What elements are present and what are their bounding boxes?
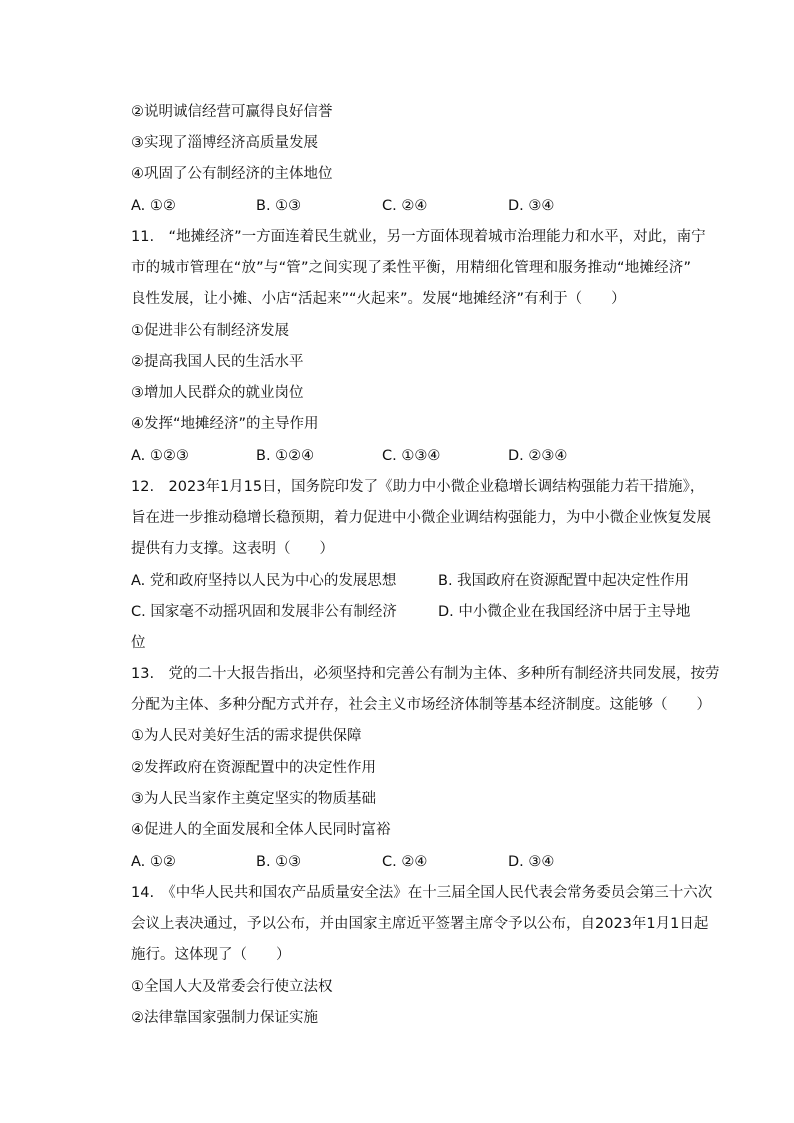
q13-option-c: C. ②④ [382,854,428,870]
q12-option-c: C. 国家毫不动摇巩固和发展非公有制经济 [131,604,397,620]
q13-item-3: ③为人民当家作主奠定坚实的物质基础 [131,791,376,807]
q12-stem-line-1: 12. 2023年1月15日，国务院印发了《助力中小微企业稳增长调结构强能力若干措施》， [131,479,705,495]
q10-option-c: C. ②④ [382,198,428,214]
q11-option-a: A. ①②③ [131,448,189,464]
q12-option-d: D. 中小微企业在我国经济中居于主导地 [438,604,691,620]
q11-stem-line-3: 良性发展，让小摊、小店“活起来”“火起来”。发展“地摊经济”有利于（ ） [131,291,626,307]
q11-item-1: ①促进非公有制经济发展 [131,323,289,339]
q13-stem-line-2: 分配为主体、多种分配方式并存，社会主义市场经济体制等基本经济制度。这能够（ ） [131,697,711,713]
q11-option-b: B. ①②④ [256,448,315,464]
q13-option-d: D. ③④ [508,854,555,870]
q14-stem-line-2: 会议上表决通过，予以公布，并由国家主席近平签署主席令予以公布，自2023年1月1日起 [131,916,709,932]
q13-option-a: A. ①② [131,854,176,870]
q11-option-c: C. ①③④ [382,448,441,464]
q10-option-b: B. ①③ [256,198,302,214]
q10-item-3: ③实现了淄博经济高质量发展 [131,135,318,151]
q14-stem-line-3: 施行。这体现了（ ） [131,947,291,963]
q13-stem-line-1: 13. 党的二十大报告指出，必须坚持和完善公有制为主体、多种所有制经济共同发展，按劳 [131,666,720,682]
q14-item-2: ②法律靠国家强制力保证实施 [131,1010,318,1026]
q13-option-b: B. ①③ [256,854,302,870]
q13-item-1: ①为人民对美好生活的需求提供保障 [131,728,362,744]
q11-item-4: ④发挥“地摊经济”的主导作用 [131,416,319,432]
q10-item-2: ②说明诚信经营可赢得良好信誉 [131,104,333,120]
q12-option-b: B. 我国政府在资源配置中起决定性作用 [438,573,690,589]
q11-option-d: D. ②③④ [508,448,568,464]
q12-option-d-wrap: 位 [131,635,146,651]
q11-item-3: ③增加人民群众的就业岗位 [131,385,304,401]
q13-item-2: ②发挥政府在资源配置中的决定性作用 [131,760,376,776]
q10-option-a: A. ①② [131,198,176,214]
q10-option-d: D. ③④ [508,198,555,214]
q12-stem-line-2: 旨在进一步推动稳增长稳预期，着力促进中小微企业调结构强能力，为中小微企业恢复发展 [131,510,711,526]
q12-option-a: A. 党和政府坚持以人民为中心的发展思想 [131,573,397,589]
q11-item-2: ②提高我国人民的生活水平 [131,354,304,370]
q14-item-1: ①全国人大及常委会行使立法权 [131,979,333,995]
q14-stem-line-1: 14. 《中华人民共和国农产品质量安全法》在十三届全国人民代表会常务委员会第三十六次 [131,885,713,901]
q11-stem-line-2: 市的城市管理在“放”与“管”之间实现了柔性平衡，用精细化管理和服务推动“地摊经济” [131,260,691,276]
q11-stem-line-1: 11. “地摊经济”一方面连着民生就业，另一方面体现着城市治理能力和水平，对此，南宁 [131,229,706,245]
q10-item-4: ④巩固了公有制经济的主体地位 [131,166,333,182]
q13-item-4: ④促进人的全面发展和全体人民同时富裕 [131,822,391,838]
q12-stem-line-3: 提供有力支撑。这表明（ ） [131,541,334,557]
